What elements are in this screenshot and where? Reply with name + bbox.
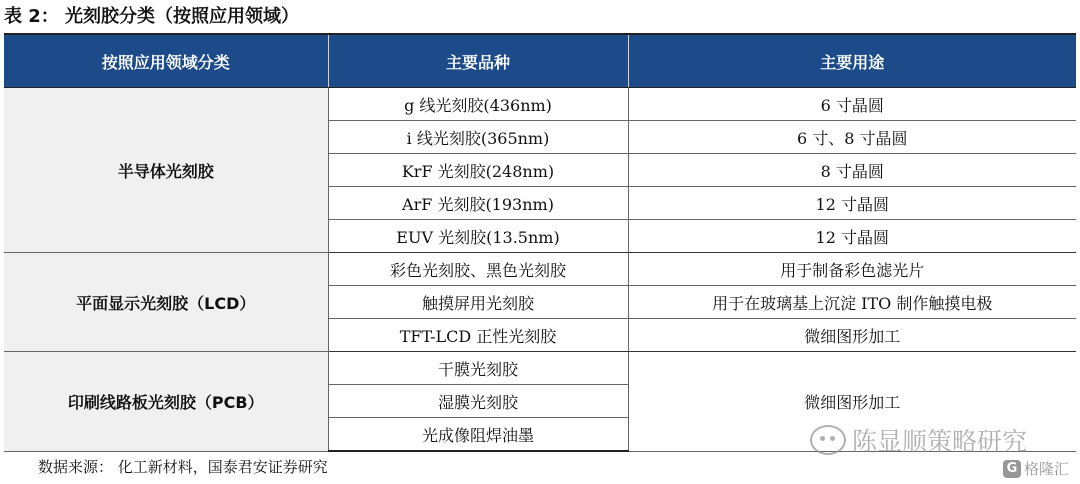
table-row	[4, 352, 1076, 385]
use-cell: 12 寸晶圆	[628, 187, 1076, 220]
header-category: 按照应用领域分类	[4, 34, 328, 88]
table-title: 表 2： 光刻胶分类（按照应用领域）	[4, 6, 300, 27]
type-cell: TFT-LCD 正性光刻胶	[328, 319, 628, 352]
wechat-icon	[810, 425, 846, 455]
use-cell: 12 寸晶圆	[628, 220, 1076, 253]
use-cell: 微细图形加工	[628, 352, 1076, 452]
photoresist-classification-table	[4, 33, 1076, 452]
type-cell: i 线光刻胶(365nm)	[328, 121, 628, 154]
use-cell: 6 寸、8 寸晶圆	[628, 121, 1076, 154]
watermark	[810, 422, 1027, 458]
use-cell: 用于在玻璃基上沉淀 ITO 制作触摸电极	[628, 286, 1076, 319]
table-row	[4, 88, 1076, 121]
type-cell: 彩色光刻胶、黑色光刻胶	[328, 253, 628, 286]
type-cell: KrF 光刻胶(248nm)	[328, 154, 628, 187]
header-main-use: 主要用途	[628, 34, 1076, 88]
type-cell: 干膜光刻胶	[328, 352, 628, 385]
type-cell: g 线光刻胶(436nm)	[328, 88, 628, 121]
logo	[1003, 458, 1069, 479]
category-cell: 平面显示光刻胶（LCD）	[4, 253, 328, 352]
type-cell: ArF 光刻胶(193nm)	[328, 187, 628, 220]
table-header-row	[4, 34, 1076, 88]
type-cell: EUV 光刻胶(13.5nm)	[328, 220, 628, 253]
use-cell: 用于制备彩色滤光片	[628, 253, 1076, 286]
logo-mark-icon: G	[1003, 460, 1021, 478]
data-source-note: 数据来源： 化工新材料，国泰君安证券研究	[38, 458, 328, 476]
logo-text: 格隆汇	[1024, 460, 1070, 478]
use-cell: 8 寸晶圆	[628, 154, 1076, 187]
type-cell: 光成像阻焊油墨	[328, 418, 628, 452]
use-cell: 微细图形加工	[628, 319, 1076, 352]
category-cell: 半导体光刻胶	[4, 88, 328, 253]
table-row	[4, 253, 1076, 286]
header-main-type: 主要品种	[328, 34, 628, 88]
category-cell: 印刷线路板光刻胶（PCB）	[4, 352, 328, 452]
watermark-text: 陈显顺策略研究	[852, 427, 1028, 456]
use-cell: 6 寸晶圆	[628, 88, 1076, 121]
type-cell: 湿膜光刻胶	[328, 385, 628, 418]
type-cell: 触摸屏用光刻胶	[328, 286, 628, 319]
